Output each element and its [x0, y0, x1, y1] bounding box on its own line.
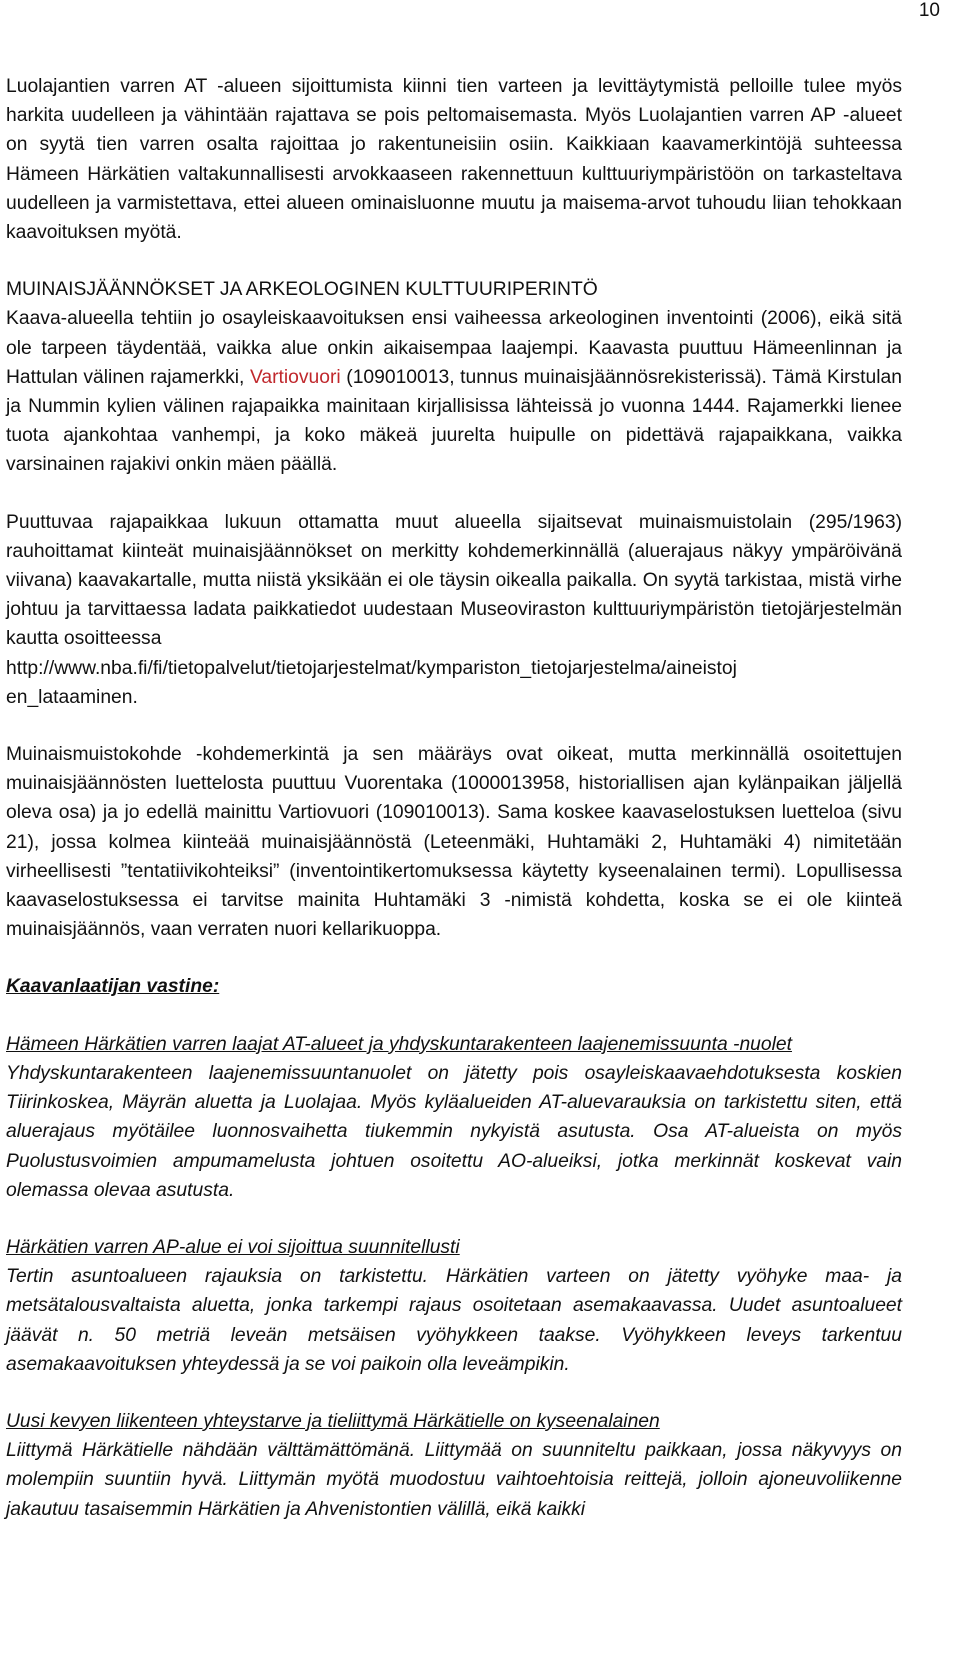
response-2-title-text: Härkätien varren AP-alue ei voi sijoittua suunnitellusti [6, 1236, 460, 1258]
paragraph-text-before: Kaava-alueella tehtiin jo osayleiskaavoituksen ensi vaiheessa arkeologinen inventointi (2006), eikä sitä ole tarpeen täydentää, vaikka alue onkin aikaisempaa laajempi. Kaavasta puuttuu Hämeenlinnan ja Hattulan välinen rajamerkki, [6, 308, 902, 388]
section-heading-muinaisjaannokset: MUINAISJÄÄNNÖKSET JA ARKEOLOGINEN KULTTUURIPERINTÖ [6, 279, 598, 301]
paragraph-text-after: (109010013, tunnus muinaisjäännösrekisterissä). Tämä Kirstulan ja Nummin kylien välinen rajapaikka mainitaan kirjallisissa lähteissä jo vuonna 1444. Rajamerkki lienee tuota ajankohtaa vanhempi, ja koko mäkeä juurelta huipulle on pidettävä rajapaikkana, vaikka varsinainen rajakivi onkin mäen päällä. [6, 366, 902, 476]
response-3-title-text: Uusi kevyen liikenteen yhteystarve ja tieliittymä Härkätielle on kyseenalainen [6, 1410, 660, 1432]
response-heading-text: Kaavanlaatijan vastine: [6, 976, 220, 998]
paragraph-muinaismuistokohde: Muinaismuistokohde -kohdemerkintä ja sen määräys ovat oikeat, mutta merkinnällä osoitettujen muinaisjäännösten luettelosta puuttuu Vuorentaka (1000013958, historiallisen ajan kylänpaikan jäljellä oleva osa) ja jo edellä mainittu Vartiovuori (109010013). Sama koskee kaavaselostuksen luetteloa (sivu 21), jossa kolmea kiinteää muinaisjäännöstä (Leteenmäki, Huhtamäki 2, Huhtamäki 4) nimitetään virheellisesti ”tentatiivikohteiksi” (inventointikertomuksessa käytetty kyseenalainen termi). Lopullisessa kaavaselostuksessa ei tarvitse mainita Huhtamäki 3 -nimistä kohdetta, koska se ei ole kiinteä muinaisjäännös, vaan verraten nuori kellarikuoppa. [6, 744, 902, 941]
response-2-body: Tertin asuntoalueen rajauksia on tarkistettu. Härkätien varteen on jätetty vyöhyke maa- ja metsätalousvaltaista aluetta, jonka tarkempi rajaus osoitetaan asemakaavassa. Uudet asuntoalueet jäävät n. 50 metriä leveän metsäisen vyöhykkeen taakse. Vyöhykkeen leveys tarkentuu asemakaavoituksen yhteydessä ja se voi paikoin olla leveämpikin. [6, 1266, 902, 1375]
paragraph-rajapaikka [6, 508, 902, 712]
paragraph-text: Puuttuvaa rajapaikkaa lukuun ottamatta muut alueella sijaitsevat muinaismuistolain (295/1963) rauhoittamat kiinteät muinaisjäännökset on merkitty kohdemerkinnällä (aluerajaus näkyy ympäröivänä viivana) kaavakartalle, mutta niistä yksikään ei ole täysin oikealla paikalla. On syytä tarkistaa, mistä virhe johtuu ja tarvittaessa ladata paikkatiedot uudestaan Museoviraston kulttuuriympäristön tietojärjestelmän kautta osoitteessa [6, 511, 902, 650]
document-body [6, 72, 902, 1524]
response-3-title [6, 1407, 902, 1436]
response-1-title-text: Hämeen Härkätien varren laajat AT-alueet ja yhdyskuntarakenteen laajenemissuunta -nuolet [6, 1033, 792, 1055]
url-line-2: en_lataaminen. [6, 686, 138, 708]
response-2-title [6, 1233, 902, 1262]
highlight-vartiovuori: Vartiovuori [249, 366, 341, 388]
response-1-title [6, 1030, 902, 1059]
response-1-body: Yhdyskuntarakenteen laajenemissuuntanuolet on jätetty pois osayleiskaavaehdotuksesta koskien Tiirinkoskea, Mäyrän aluetta ja Luolajaa. Myös kyläalueiden AT-aluevarauksia on tarkistettu siten, että aluerajaus myötäilee luonnosvaihetta tiukemmin nykyistä asutusta. Osa AT-alueista on myös Puolustusvoimien ampumamelusta johtuen osoitettu AO-alueiksi, jotka merkinnät koskevat vain olemassa olevaa asutusta. [6, 1062, 902, 1201]
paragraph-vartiovuori [6, 304, 902, 479]
response-heading [6, 972, 902, 1001]
page-number: 10 [918, 0, 940, 21]
paragraph-luolajantie: Luolajantien varren AT -alueen sijoittumista kiinni tien varteen ja levittäytymistä pelloille tulee myös harkita uudelleen ja vähintään rajattava se pois peltomaisemasta. Myös Luolajantien varren AP -alueet on syytä tien varren osalta rajoittaa jo rakentuneisiin osiin. Kaikkiaan kaavamerkintöjä suhteessa Hämeen Härkätien valtakunnallisesti arvokkaaseen rakennettuun kulttuuriympäristöön on tarkasteltava uudelleen ja varmistettava, ettei alueen ominaisluonne muutu ja maisema-arvot tuhoudu liian tehokkaan kaavoituksen myötä. [6, 76, 902, 244]
response-3-body: Liittymä Härkätielle nähdään välttämättömänä. Liittymää on suunniteltu paikkaan, jossa näkyvyys on molempiin suuntiin hyvä. Liittymän myötä muodostuu vaihtoehtoisia reittejä, jolloin ajoneuvoliikenne jakautuu tasaisemmin Härkätien ja Ahvenistontien välillä, eikä kaikki [6, 1440, 902, 1520]
url-line-1: http://www.nba.fi/fi/tietopalvelut/tietojarjestelmat/kympariston_tietojarjestelma/aineistoj [6, 657, 737, 679]
